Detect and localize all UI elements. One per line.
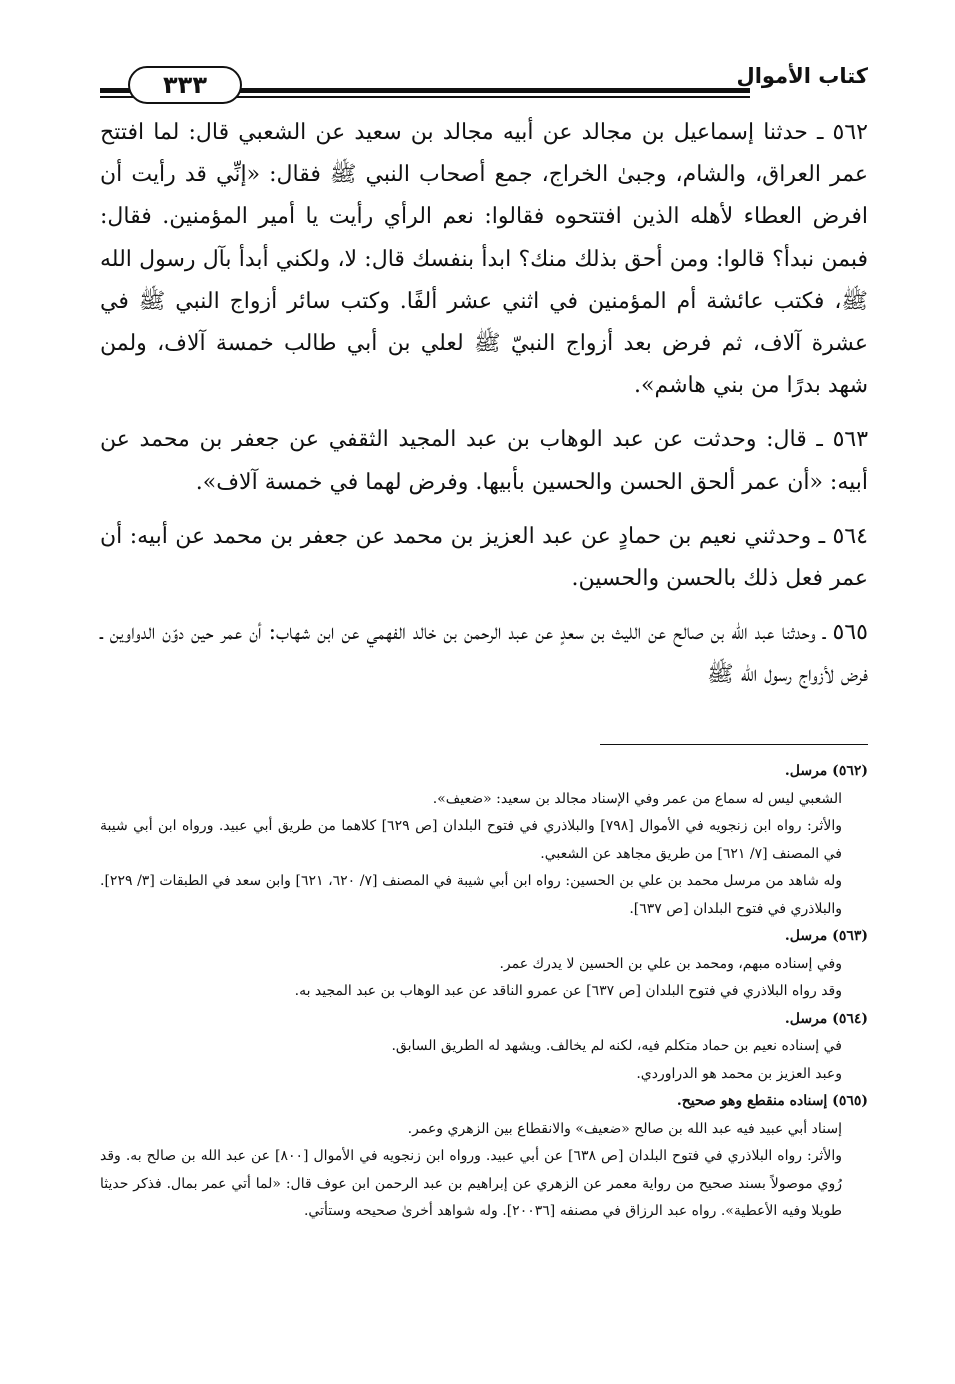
footnote-line: في إسناده نعيم بن حماد متكلم فيه، لكنه لم يخالف. ويشهد له الطريق السابق. xyxy=(391,1038,842,1054)
footnote-line: الشعبي ليس له سماع من عمر وفي الإسناد مجالد بن سعيد: «ضعيف». xyxy=(432,790,842,807)
footnote-line: وله شاهد من مرسل محمد بن علي بن الحسين: رواه ابن أبي شيبة في المصنف [٧/ ٦٢٠، ٦٢١] وابن سعد في الطبقات [٣/ ٢٢٩]. والبلاذري في فتوح البلدان [ص ٦٣٧]. xyxy=(100,873,843,917)
paragraph-text: ـ قال: وحدثت عن عبد الوهاب بن عبد المجيد الثقفي عن جعفر بن محمد عن أبيه: «أن عمر ألحق الحسن والحسين بأبيها. وفرض لهما في خمسة آلاف». xyxy=(100,427,868,495)
paragraph-564 xyxy=(100,516,868,600)
paragraph-text: ـ وحدثني نعيم بن حمادٍ عن عبد العزيز بن محمد عن جعفر بن محمد عن أبيه: أن عمر فعل ذلك بالحسن والحسين. xyxy=(100,523,868,592)
footnote-heading: (٥٦٣) مرسل. xyxy=(784,928,868,944)
paragraph-number: ٥٦٣ xyxy=(832,427,869,453)
paragraph-text: ـ حدثنا إسماعيل بن مجالد عن أبيه مجالد بن سعيد عن الشعبي قال: لما افتتح عمر العراق، والشام، وجبىٰ الخراج، جمع أصحاب النبي ﷺ فقال: «إنِّي قد رأيت أن افرض العطاء لأهله الذين افتتحوه فقالوا: نعم الرأي رأيت يا أمير المؤمنين. فقال: فبمن نبدأ؟ قالوا: ومن أحق بذلك منك؟ ابدأ بنفسك قال: لا، ولكني أبدأ بآل رسول الله ﷺ، فكتب عائشة أم المؤمنين في اثني عشر ألفًا. وكتب سائر أزواج النبي ﷺ في عشرة آلاف، ثم فرض بعد أزواج النبيّ ﷺ لعلي بن أبي طالب خمسة آلاف، ولمن شهد بدرًا من بني هاشم». xyxy=(100,120,868,399)
paragraph-565 xyxy=(100,612,868,696)
footnote-563 xyxy=(100,923,868,1006)
footnote-line: والأثر: رواه البلاذري في فتوح البلدان [ص ٦٣٨] عن أبي عبيد. ورواه ابن زنجويه في الأموال [٨٠٠] عن عبد الله بن صالح به. وقد رُوي موصولاً بسند صحيح من رواية معمر عن الزهري عن إبراهيم بن عبد الرحمن ابن عوف قال: «لما أتي عمر بمال. فذكر حديثا طويلا وفيه الأعطية». رواه عبد الرزاق في مصنفه [٢٠٠٣٦]. وله شواهد أخرىٰ صحيحه وستأتي. xyxy=(100,1148,843,1219)
footnote-line: وفي إسناده مبهم، ومحمد بن علي بن الحسين لا يدرك عمر. xyxy=(499,955,842,972)
footnote-separator xyxy=(600,744,868,745)
book-title: كتاب الأموال xyxy=(736,64,868,88)
main-text xyxy=(100,112,868,709)
page-number: ٣٣٣ xyxy=(128,66,242,104)
footnote-heading: (٥٦٥) إسناده منقطع وهو صحيح. xyxy=(676,1093,868,1109)
footnote-line: والأثر: رواه ابن زنجويه في الأموال [٧٩٨] والبلاذري في فتوح البلدان [ص ٦٢٩] كلاهما من طريق أبي عبيد. ورواه ابن أبي شيبة في المصنف [٧/ ٦٢١] من طريق مجاهد عن الشعبي. xyxy=(100,818,842,862)
footnote-heading: (٥٦٢) مرسل. xyxy=(784,763,868,779)
footnote-line: وعبد العزيز بن محمد هو الدراوردي. xyxy=(636,1065,842,1082)
footnote-564 xyxy=(100,1006,868,1089)
paragraph-563 xyxy=(100,419,868,503)
page-header xyxy=(100,62,868,102)
footnote-565 xyxy=(100,1088,868,1226)
paragraph-number: ٥٦٤ xyxy=(832,523,868,549)
paragraph-number: ٥٦٢ xyxy=(832,120,868,145)
footnote-line: إسناد أبي عبيد فيه عبد الله بن صالح «ضعيف» والانقطاع بين الزهري وعمر. xyxy=(407,1120,842,1137)
footnote-heading: (٥٦٤) مرسل. xyxy=(784,1010,868,1027)
paragraph-text: ـ وحدثنا عبد الله بن صالح عن الليث بن سعدٍ عن عبد الرحمن بن خالد الفهمي عن ابن شهاب: أن عمر حين دوّن الدواوين ـ فرض لأزواج رسول الله ﷺ xyxy=(100,620,868,688)
footnote-line: وقد رواه البلاذري في فتوح البلدان [ص ٦٣٧] عن عمرو الناقد عن عبد الوهاب بن عبد المجيد به. xyxy=(294,983,842,999)
paragraph-number: ٥٦٥ xyxy=(832,620,868,646)
paragraph-562 xyxy=(100,112,868,407)
footnote-562 xyxy=(100,758,868,923)
footnotes xyxy=(100,758,868,1226)
